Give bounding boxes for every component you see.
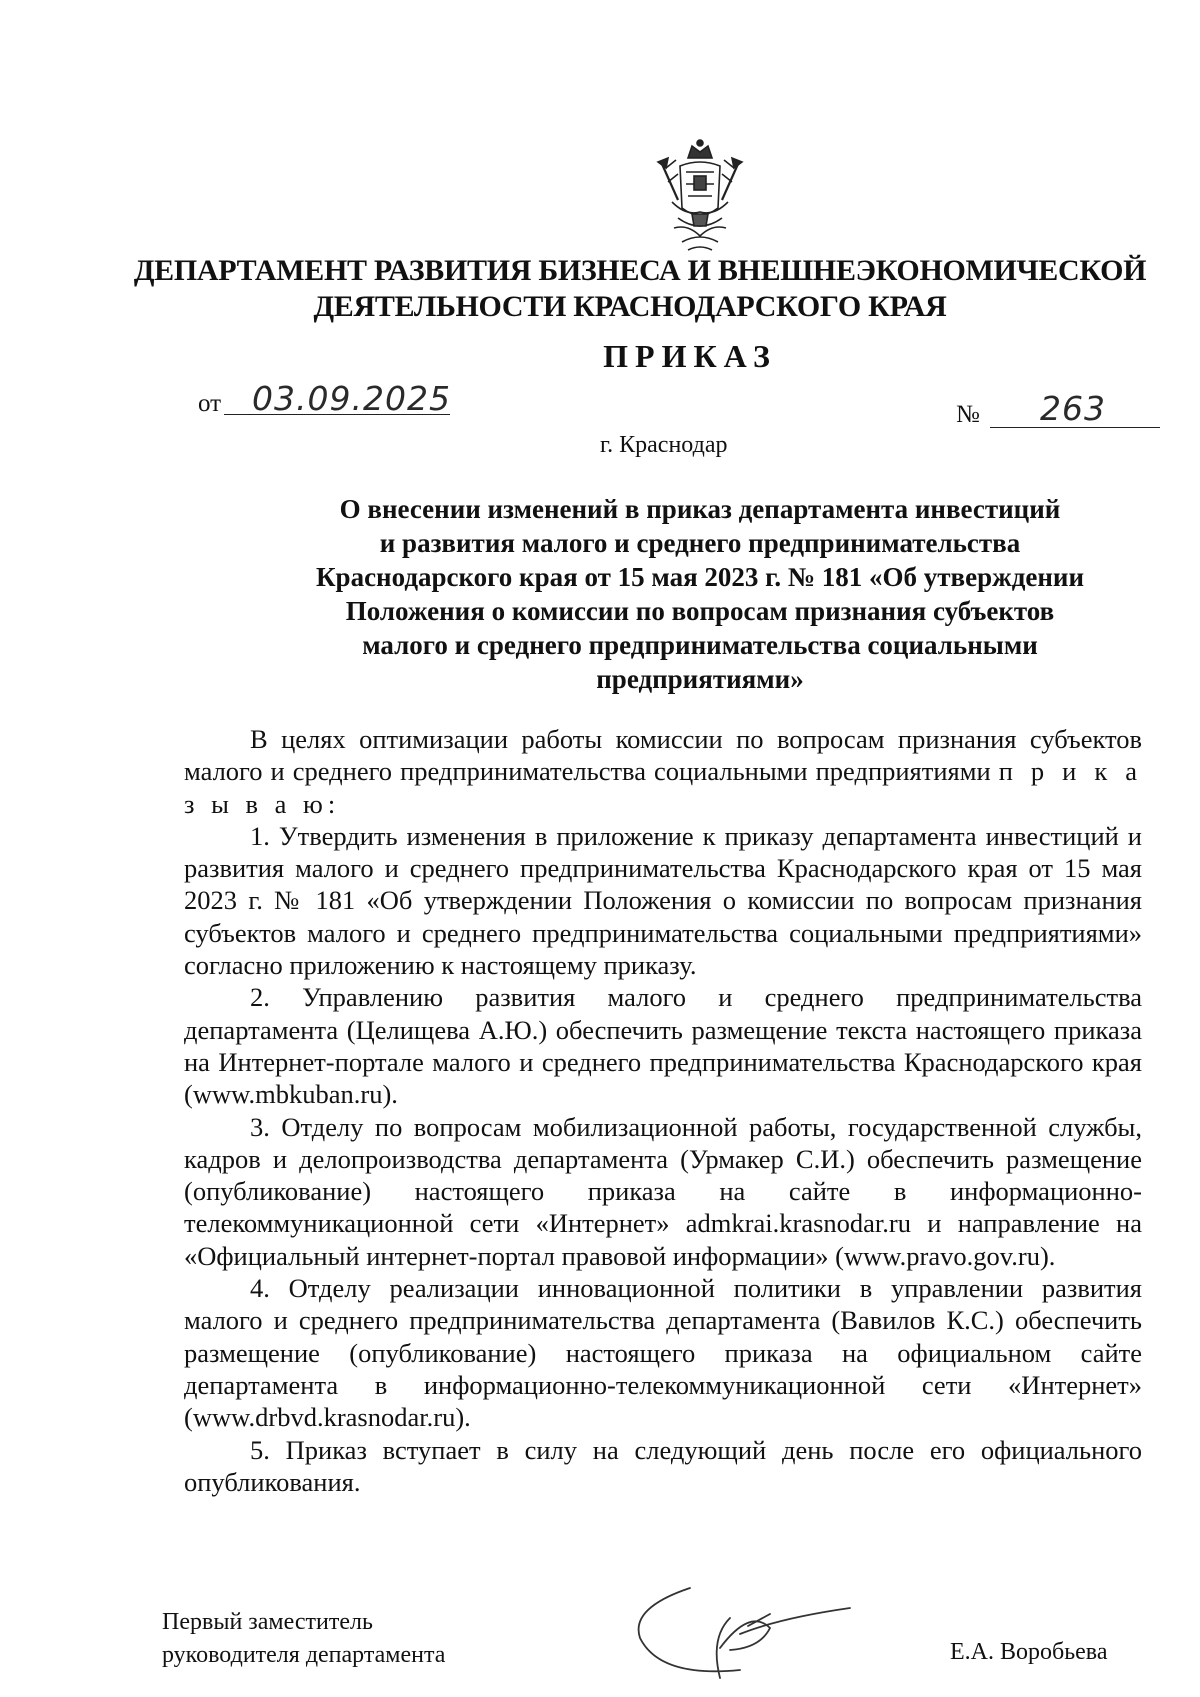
subject-line: О внесении изменений в приказ департамента инвестиций	[339, 494, 1061, 524]
subject-line: Краснодарского края от 15 мая 2023 г. № 181 «Об утверждении	[315, 562, 1085, 592]
order-date: 03.09.2025	[252, 379, 451, 418]
order-word: п р и к а з ы в а ю:	[184, 756, 1143, 819]
order-subject	[220, 492, 1180, 696]
subject-line: Положения о комиссии по вопросам признания субъектов	[345, 596, 1055, 626]
order-body	[184, 723, 1142, 1498]
document-type-title: ПРИКАЗ	[603, 338, 777, 374]
signatory-name: Е.А. Воробьева	[950, 1639, 1108, 1665]
number-prefix: №	[956, 401, 980, 428]
order-item-5: 5. Приказ вступает в силу на следующий день после его официального опубликования.	[184, 1434, 1142, 1497]
date-prefix: от	[198, 390, 222, 417]
department-name-line-2: ДЕЯТЕЛЬНОСТИ КРАСНОДАРСКОГО КРАЯ	[313, 290, 947, 323]
signatory-position	[162, 1606, 445, 1672]
preamble-paragraph	[184, 723, 1142, 820]
city: г. Краснодар	[600, 432, 728, 458]
preamble-text: В целях оптимизации работы комиссии по вопросам признания субъектов малого и среднего предпринимательства социальными предприятиями	[184, 724, 1142, 787]
subject-line: малого и среднего предпринимательства социальными	[362, 630, 1038, 660]
krasnodar-coat-of-arms-icon	[652, 138, 748, 260]
signatory-position-line-2: руководителя департамента	[162, 1642, 446, 1668]
order-item-4: 4. Отделу реализации инновационной политики в управлении развития малого и среднего предпринимательства департамента (Вавилов К.С.) обеспечить размещение (опубликование) настоящего приказа на официальном сайте департамента в информационно-телекоммуникационной сети «Интернет» (www.drbvd.krasnodar.ru).	[184, 1273, 1142, 1433]
order-number: 263	[1040, 389, 1106, 428]
order-item-1: 1. Утвердить изменения в приложение к приказу департамента инвестиций и развития малого и среднего предпринимательства Краснодарского края от 15 мая 2023 г. № 181 «Об утверждении Положения о комиссии по вопросам признания субъектов малого и среднего предпринимательства социальными предприятиями» согласно приложению к настоящему приказу.	[184, 820, 1142, 981]
handwritten-signature	[620, 1578, 880, 1688]
order-item-2: 2. Управлению развития малого и среднего предпринимательства департамента (Целищева А.Ю.) обеспечить размещение текста настоящего приказа на Интернет-портале малого и среднего предпринимательства Краснодарского края (www.mbkuban.ru).	[184, 982, 1142, 1110]
signatory-position-line-1: Первый заместитель	[162, 1609, 373, 1635]
order-item-3: 3. Отделу по вопросам мобилизационной работы, государственной службы, кадров и делопроизводства департамента (Урмакер С.И.) обеспечить размещение (опубликование) настоящего приказа на сайте в информационно-телекоммуникационной сети «Интернет» admkrai.krasnodar.ru и направление на «Официальный интернет-портал правовой информации» (www.pravo.gov.ru).	[184, 1111, 1142, 1271]
subject-line: и развития малого и среднего предпринимательства	[379, 528, 1021, 558]
subject-line: предприятиями»	[596, 664, 804, 694]
department-name-line-1: ДЕПАРТАМЕНТ РАЗВИТИЯ БИЗНЕСА И ВНЕШНЕЭКОНОМИЧЕСКОЙ	[133, 254, 1147, 287]
